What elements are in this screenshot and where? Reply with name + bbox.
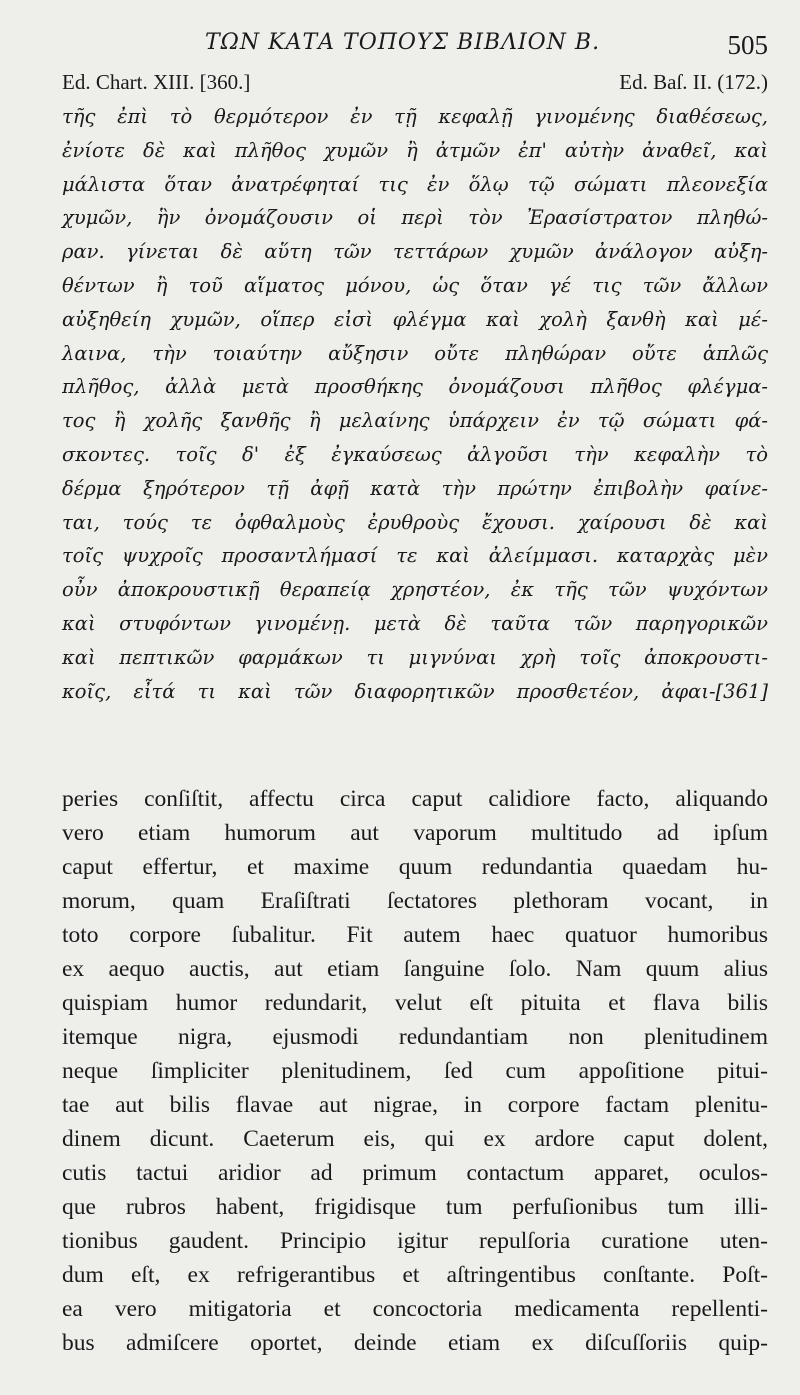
latin-line: vero etiam humorum aut vaporum multitudo ad ipſum <box>62 820 768 846</box>
edition-chartier: Ed. Chart. XIII. [360.] <box>62 70 251 94</box>
latin-line: ex aequo auctis, aut etiam ſanguine ſolo. Nam quum alius <box>62 956 768 982</box>
latin-line: ea vero mitigatoria et concoctoria medicamenta repellenti- <box>62 1296 768 1322</box>
edition-references <box>62 70 768 98</box>
latin-line: toto corpore ſubalitur. Fit autem haec quatuor humoribus <box>62 922 768 948</box>
latin-line: bus admiſcere oportet, deinde etiam ex diſcuſſoriis quip- <box>62 1330 768 1356</box>
greek-line: ται, τούς τε ὀφθαλμοὺς ἐρυθροὺς ἔχουσι. χαίρουσι δὲ καὶ <box>62 510 768 534</box>
latin-line: caput effertur, et maxime quum redundantia quaedam hu- <box>62 854 768 880</box>
latin-line: dinem dicunt. Caeterum eis, qui ex ardore caput dolent, <box>62 1126 768 1152</box>
greek-text-block <box>62 100 768 708</box>
greek-line: μάλιστα ὅταν ἀνατρέφηταί τις ἐν ὅλῳ τῷ σώματι πλεονεξία <box>62 172 768 196</box>
latin-text-block <box>62 782 768 1360</box>
latin-line: peries conſiſtit, affectu circa caput calidiore facto, aliquando <box>62 786 768 812</box>
greek-line: κοῖς, εἶτά τι καὶ τῶν διαφορητικῶν προσθετέον, ἀφαι-[361] <box>62 679 768 703</box>
greek-line: ραν. γίνεται δὲ αὕτη τῶν τεττάρων χυμῶν ἀνάλογον αὐξη- <box>62 240 768 264</box>
latin-line: quispiam humor redundarit, velut eſt pituita et flava bilis <box>62 990 768 1016</box>
latin-line: tae aut bilis flavae aut nigrae, in corpore factam plenitu- <box>62 1092 768 1118</box>
greek-line: οὖν ἀποκρουστικῇ θεραπείᾳ χρηστέον, ἐκ τῆς τῶν ψυχόντων <box>62 578 768 602</box>
latin-line: cutis tactui aridior ad primum contactum apparet, oculos- <box>62 1160 768 1186</box>
latin-line: tionibus gaudent. Principio igitur repulſoria curatione uten- <box>62 1228 768 1254</box>
greek-line: αὐξηθείη χυμῶν, οἵπερ εἰσὶ φλέγμα καὶ χολὴ ξανθὴ καὶ μέ- <box>62 307 768 331</box>
latin-line: que rubros habent, frigidisque tum perfuſionibus tum illi- <box>62 1194 768 1220</box>
latin-line: itemque nigra, ejusmodi redundantiam non plenitudinem <box>62 1024 768 1050</box>
latin-line: morum, quam Eraſiſtrati ſectatores plethoram vocant, in <box>62 888 768 914</box>
greek-line: σκοντες. τοῖς δ' ἐξ ἐγκαύσεως ἀλγοῦσι τὴν κεφαλὴν τὸ <box>62 442 768 466</box>
running-head <box>0 24 800 64</box>
greek-line: καὶ στυφόντων γινομένῃ. μετὰ δὲ ταῦτα τῶν παρηγορικῶν <box>62 611 768 635</box>
greek-line: δέρμα ξηρότερον τῇ ἀφῇ κατὰ τὴν πρώτην ἐπιβολὴν φαίνε- <box>62 476 768 500</box>
edition-basel: Ed. Baſ. II. (172.) <box>619 70 768 94</box>
latin-line: dum eſt, ex refrigerantibus et aſtringentibus conſtante. Poſt- <box>62 1262 768 1288</box>
latin-line: neque ſimpliciter plenitudinem, ſed cum appoſitione pitui- <box>62 1058 768 1084</box>
greek-line: τοῖς ψυχροῖς προσαντλήμασί τε καὶ ἀλείμμασι. καταρχὰς μὲν <box>62 544 768 568</box>
greek-line: χυμῶν, ἣν ὀνομάζουσιν οἱ περὶ τὸν Ἐρασίστρατον πληθώ- <box>62 206 768 230</box>
greek-line: λαινα, τὴν τοιαύτην αὔξησιν οὔτε πληθώραν οὔτε ἁπλῶς <box>62 341 768 365</box>
greek-line: ἐνίοτε δὲ καὶ πλῆθος χυμῶν ἢ ἀτμῶν ἐπ' αὐτὴν ἀναθεῖ, καὶ <box>62 138 768 162</box>
greek-line: τος ἢ χολῆς ξανθῆς ἢ μελαίνης ὑπάρχειν ἐν τῷ σώματι φά- <box>62 409 768 433</box>
page-number: 505 <box>727 30 768 60</box>
greek-line: τῆς ἐπὶ τὸ θερμότερον ἐν τῇ κεφαλῇ γινομένης διαθέσεως, <box>62 105 768 128</box>
greek-line: θέντων ἢ τοῦ αἵματος μόνου, ὡς ὅταν γέ τις τῶν ἄλλων <box>62 273 768 297</box>
greek-line: πλῆθος, ἀλλὰ μετὰ προσθήκης ὀνομάζουσι πλῆθος φλέγμα- <box>62 375 768 399</box>
running-head-title: ΤΩΝ ΚΑΤΑ ΤΟΠΟΥΣ ΒΙΒΛΙΟΝ Β. <box>205 30 601 55</box>
greek-line: καὶ πεπτικῶν φαρμάκων τι μιγνύναι χρὴ τοῖς ἀποκρουστι- <box>62 645 768 669</box>
